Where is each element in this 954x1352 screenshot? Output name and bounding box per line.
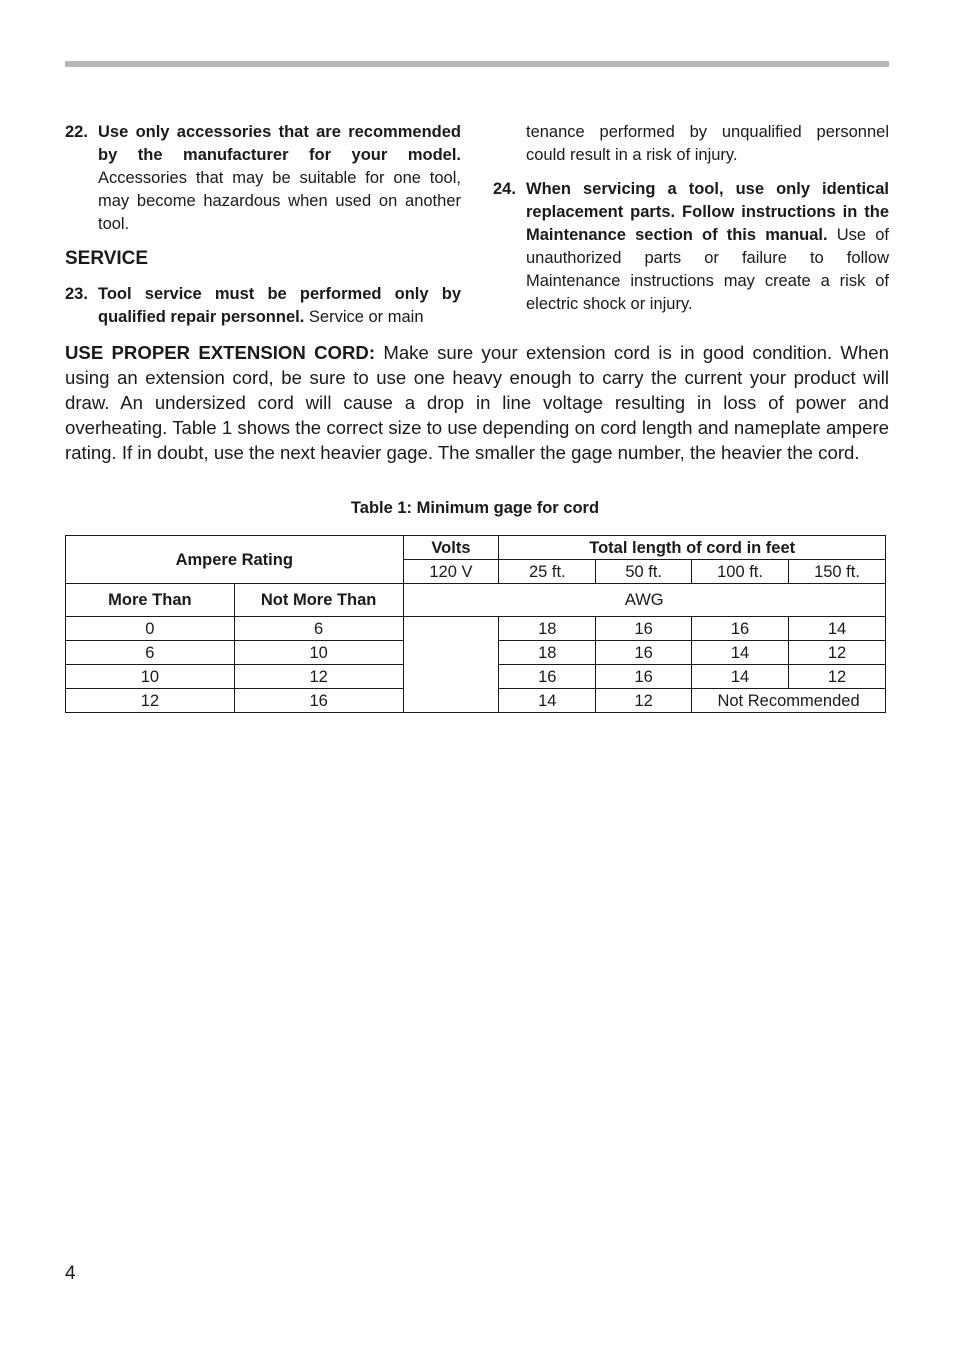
table-cell: 10 xyxy=(234,641,403,665)
awg-header: AWG xyxy=(403,584,886,617)
table-cell: 14 xyxy=(692,665,789,689)
extension-cord-heading: USE PROPER EXTENSION CORD: xyxy=(65,342,376,363)
table-cell: 12 xyxy=(66,689,235,713)
table-cell: 12 xyxy=(789,665,886,689)
table-cell: 6 xyxy=(234,617,403,641)
table-cell: 16 xyxy=(499,665,596,689)
right-column xyxy=(493,121,889,327)
item-text: Use of unauthorized parts or failure to follow Maintenance instructions may create a risk of electric shock or injury. xyxy=(526,226,889,313)
item-bold-text: Use only accessories that are recommended by the manufacturer for your model. xyxy=(98,123,461,164)
table-cell: 16 xyxy=(596,665,692,689)
safety-item-24 xyxy=(493,178,889,316)
table-cell: 16 xyxy=(596,617,692,641)
not-more-than-header: Not More Than xyxy=(234,584,403,617)
empty-volts-cell xyxy=(403,617,499,713)
table-cell: 14 xyxy=(789,617,886,641)
table-header-row xyxy=(66,536,886,560)
item-bold-text: When servicing a tool, use only identical replacement parts. Follow instructions in the Maintenance section of this manual. xyxy=(526,180,889,244)
table-cell: 14 xyxy=(692,641,789,665)
service-heading: SERVICE xyxy=(65,248,149,269)
table-cell: 14 xyxy=(499,689,596,713)
length-cell: 50 ft. xyxy=(596,560,692,584)
ampere-rating-header: Ampere Rating xyxy=(66,536,404,584)
item-text: Service or main xyxy=(308,308,424,326)
table-cell: 6 xyxy=(66,641,235,665)
table-cell: 16 xyxy=(234,689,403,713)
table-cell: 18 xyxy=(499,641,596,665)
safety-item-22 xyxy=(65,121,461,236)
extension-cord-paragraph xyxy=(65,340,889,465)
item-number: 23. xyxy=(65,285,88,303)
table-cell: 16 xyxy=(596,641,692,665)
extension-cord-text: Make sure your extension cord is in good condition. When using an extension cord, be sure to use one heavy enough to carry the current your product will draw. An undersized cord will cause a drop in line voltage resulting in loss of power and overheating. Table 1 shows the correct size to use depending on cord length and nameplate ampere rating. If in doubt, use the next heavier gage. The smaller the gage number, the heavier the cord. xyxy=(65,342,889,463)
cord-gage-table xyxy=(65,535,886,713)
voltage-cell: 120 V xyxy=(403,560,499,584)
length-cell: 25 ft. xyxy=(499,560,596,584)
item-text: Accessories that may be suitable for one tool, may become hazardous when used on another tool. xyxy=(98,169,461,233)
table-row xyxy=(66,617,886,641)
table-cell: 12 xyxy=(596,689,692,713)
safety-item-23 xyxy=(65,283,461,329)
not-recommended-cell: Not Recommended xyxy=(692,689,886,713)
volts-header: Volts xyxy=(403,536,499,560)
table-cell: 12 xyxy=(234,665,403,689)
page-number: 4 xyxy=(65,1263,76,1284)
top-rule xyxy=(65,61,889,67)
left-column xyxy=(65,121,461,340)
table-cell: 18 xyxy=(499,617,596,641)
table-caption: Table 1: Minimum gage for cord xyxy=(350,499,600,517)
table-cell: 0 xyxy=(66,617,235,641)
total-length-header: Total length of cord in feet xyxy=(499,536,886,560)
item-bold-text: Tool service must be performed only by qualified repair personnel. xyxy=(98,285,461,326)
table-subheader-row xyxy=(66,584,886,617)
length-cell: 100 ft. xyxy=(692,560,789,584)
more-than-header: More Than xyxy=(66,584,235,617)
length-cell: 150 ft. xyxy=(789,560,886,584)
table-cell: 16 xyxy=(692,617,789,641)
item-23-continuation: tenance performed by unqualified personnel could result in a risk of injury. xyxy=(526,123,889,164)
item-number: 22. xyxy=(65,123,88,141)
table-cell: 12 xyxy=(789,641,886,665)
table-cell: 10 xyxy=(66,665,235,689)
item-number: 24. xyxy=(493,180,516,198)
